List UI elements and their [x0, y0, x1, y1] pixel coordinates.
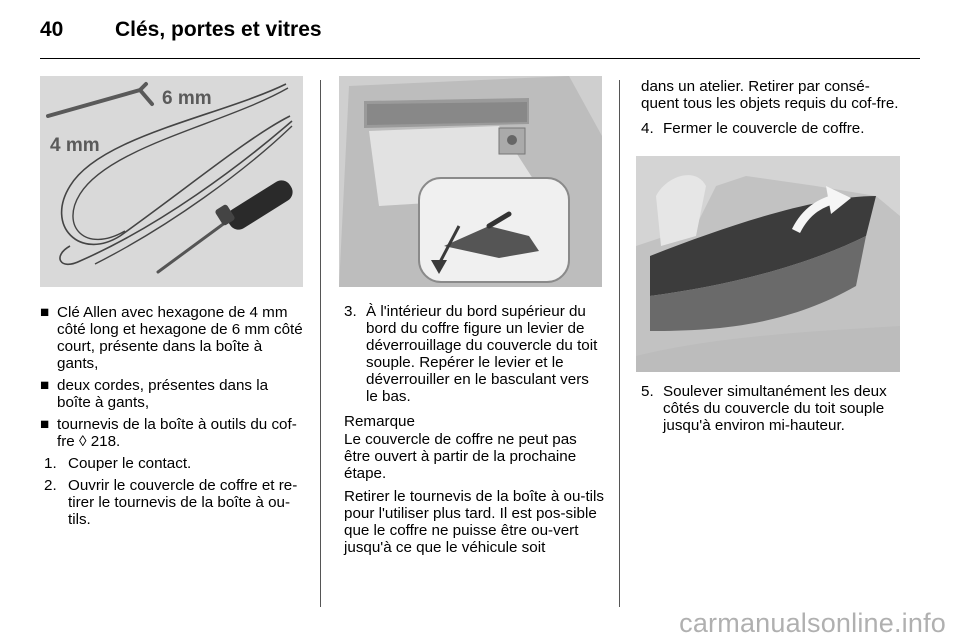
- step-4: [641, 120, 905, 137]
- list-item: [40, 416, 304, 450]
- remark-text: Le couvercle de coffre ne peut pas être ouvert à partir de la prochaine étape.: [344, 431, 577, 482]
- header-rule: [40, 58, 920, 59]
- step-number: 5.: [641, 383, 654, 400]
- list-item: [40, 377, 304, 411]
- list-item-text: deux cordes, présentes dans la boîte à gants,: [57, 377, 269, 411]
- step-text: Fermer le couvercle de coffre.: [663, 120, 865, 137]
- list-item-text: Clé Allen avec hexagone de 4 mm côté long et hexagone de 6 mm côté court, présente dans la boîte à gants,: [57, 304, 303, 372]
- steps-list: [40, 455, 304, 528]
- step-item: [44, 455, 304, 472]
- column-3-text-bottom: [641, 383, 905, 439]
- column-1-text: [40, 304, 304, 533]
- bullet-mark: ■: [40, 377, 50, 394]
- watermark: carmanualsonline.info: [679, 608, 946, 638]
- label-4mm: 4 mm: [50, 135, 100, 156]
- trunk-lever-illustration: [339, 76, 602, 287]
- step-number: 4.: [641, 120, 654, 137]
- trunk-drawing: [339, 76, 602, 287]
- step-number: 1.: [44, 455, 57, 472]
- continuation-paragraph: dans un atelier. Retirer par consé-quent tous les objets requis du cof-fre.: [641, 78, 899, 112]
- tools-drawing: [40, 76, 303, 287]
- page-reference-icon: ◊: [78, 433, 87, 450]
- bullet-mark: ■: [40, 304, 50, 321]
- step-item: [44, 477, 304, 528]
- bullet-mark: ■: [40, 416, 50, 433]
- column-2-text: [344, 303, 604, 556]
- soft-top-cover-illustration: [636, 156, 900, 372]
- step-text: Couper le contact.: [68, 455, 192, 472]
- step-5: [641, 383, 905, 434]
- step-item: [641, 120, 905, 137]
- column-divider-left: [320, 80, 321, 607]
- list-item: [40, 304, 304, 372]
- column-divider-right: [619, 80, 620, 607]
- step-text: Ouvrir le couvercle de coffre et re-tirer le tournevis de la boîte à ou-tils.: [68, 477, 298, 528]
- step-3: [344, 303, 604, 405]
- page-reference-number: 218.: [86, 433, 121, 450]
- tools-illustration: [40, 76, 303, 287]
- step-number: 2.: [44, 477, 57, 494]
- column-3-text-top: [641, 78, 905, 142]
- remark-heading: Remarque: [344, 413, 415, 430]
- step-number: 3.: [344, 303, 357, 320]
- equipment-list: [40, 304, 304, 450]
- page-title: Clés, portes et vitres: [115, 18, 322, 41]
- step-text: À l'intérieur du bord supérieur du bord du coffre figure un levier de déverrouillage du couvercle du toit souple. Repérer le levier et le déverrouiller en le basculant vers le bas.: [366, 303, 598, 405]
- page-header: [0, 0, 960, 60]
- list-item-text: tournevis de la boîte à outils du cof-fre: [57, 416, 297, 450]
- page-number: 40: [40, 18, 64, 41]
- label-6mm: 6 mm: [162, 88, 212, 109]
- cover-drawing: [636, 156, 900, 372]
- body-paragraph: Retirer le tournevis de la boîte à ou-tils pour l'utiliser plus tard. Il est pos-sible que le coffre ne puisse être ou-vert jusqu'à ce que le véhicule soit: [344, 488, 605, 556]
- step-item: [344, 303, 604, 405]
- step-text: Soulever simultanément les deux côtés du couvercle du toit souple jusqu'à environ mi-hauteur.: [663, 383, 887, 434]
- step-item: [641, 383, 905, 434]
